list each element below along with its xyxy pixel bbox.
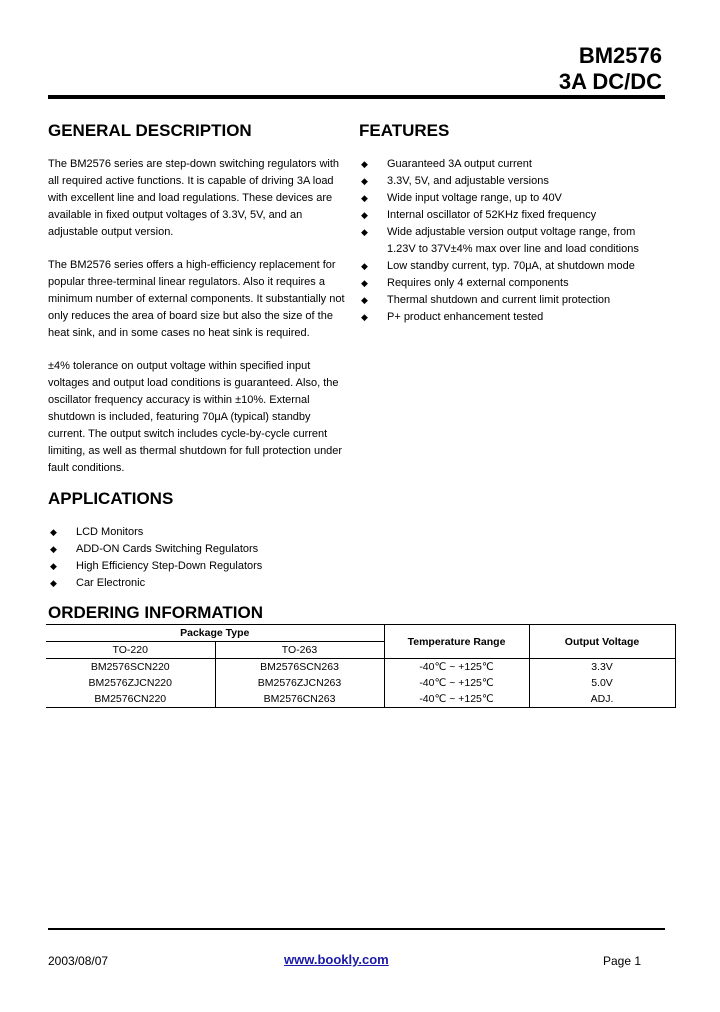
applications-list [48,524,348,592]
diamond-bullet-icon: ◆ [361,193,368,203]
to220-header: TO-220 [46,642,215,659]
list-item: ◆ Wide adjustable version output voltage range, from 1.23V to 37V±4% max over line and load conditions [361,226,639,255]
features-list [359,156,659,326]
table-cell: BM2576ZJCN263 [215,675,384,691]
table-cell: BM2576ZJCN220 [46,675,215,691]
footer-website-link[interactable]: www.bookly.com [284,952,389,967]
description-paragraph: ±4% tolerance on output voltage within specified input voltages and output load conditions is guaranteed. Also, the oscillator frequency accuracy is within ±10%. External shutdown is included, featuring 70μA (typical) standby current. The output switch includes cycle-by-cycle current limiting, as well as thermal shutdown for full protection under fault conditions. [48,360,343,474]
table-row [46,659,675,676]
diamond-bullet-icon: ◆ [361,176,368,186]
table-cell: ADJ. [529,691,675,708]
list-item: ◆ Guaranteed 3A output current [359,156,659,173]
ordering-table [46,624,676,708]
diamond-bullet-icon: ◆ [50,527,57,537]
description-paragraph: The BM2576 series are step-down switching regulators with all required active functions. It is capable of driving 3A load with excellent line and load regulations. These devices are available in fixed output voltages of 3.3V, 5V, and an adjustable output version. [48,158,340,238]
diamond-bullet-icon: ◆ [361,261,368,271]
part-number: BM2576 [578,43,662,68]
table-cell: BM2576SCN220 [46,659,215,676]
general-description-heading: GENERAL DESCRIPTION [48,121,252,140]
list-item: ◆ Requires only 4 external components [359,275,659,292]
document-subtitle: 3A DC/DC [558,69,662,94]
output-voltage-header: Output Voltage [529,625,675,659]
table-row [46,691,675,708]
page-number: Page 1 [603,954,642,968]
description-paragraph: The BM2576 series offers a high-efficiency replacement for popular three-terminal linear regulators. Also it requires a minimum number of external components. It substantially not only reduces the area of board size but also the size of the heat sink, and in some cases no heat sink is required. [48,259,345,339]
table-row [46,675,675,691]
list-item: ◆ Thermal shutdown and current limit protection [359,292,659,309]
table-cell: 3.3V [529,659,675,676]
list-item: ◆ High Efficiency Step-Down Regulators [48,558,348,575]
diamond-bullet-icon: ◆ [361,312,368,322]
list-item: ◆ ADD-ON Cards Switching Regulators [48,541,348,558]
footer-date: 2003/08/07 [48,954,109,968]
table-cell: -40℃ ~ +125℃ [384,659,529,676]
diamond-bullet-icon: ◆ [361,227,368,237]
list-item: ◆ Wide input voltage range, up to 40V [359,190,659,207]
temperature-range-header: Temperature Range [384,625,529,659]
list-item: ◆ Internal oscillator of 52KHz fixed frequency [359,207,659,224]
diamond-bullet-icon: ◆ [361,210,368,220]
diamond-bullet-icon: ◆ [50,578,57,588]
footer-rule [48,928,665,930]
table-cell: -40℃ ~ +125℃ [384,691,529,708]
diamond-bullet-icon: ◆ [361,278,368,288]
diamond-bullet-icon: ◆ [361,295,368,305]
applications-heading: APPLICATIONS [48,489,174,508]
header-rule [48,95,665,99]
package-type-header: Package Type [46,625,384,642]
list-item: ◆ 3.3V, 5V, and adjustable versions [359,173,659,190]
list-item: ◆ LCD Monitors [48,524,348,541]
diamond-bullet-icon: ◆ [361,159,368,169]
features-heading: FEATURES [359,121,450,140]
list-item: ◆ Low standby current, typ. 70μA, at shutdown mode [359,258,659,275]
diamond-bullet-icon: ◆ [50,561,57,571]
table-cell: BM2576SCN263 [215,659,384,676]
list-item: ◆ Car Electronic [48,575,348,592]
ordering-heading: ORDERING INFORMATION [48,603,264,622]
general-description-body [48,156,348,493]
list-item: ◆ P+ product enhancement tested [359,309,659,326]
to263-header: TO-263 [215,642,384,659]
diamond-bullet-icon: ◆ [50,544,57,554]
table-cell: BM2576CN220 [46,691,215,708]
table-cell: -40℃ ~ +125℃ [384,675,529,691]
table-cell: BM2576CN263 [215,691,384,708]
table-cell: 5.0V [529,675,675,691]
